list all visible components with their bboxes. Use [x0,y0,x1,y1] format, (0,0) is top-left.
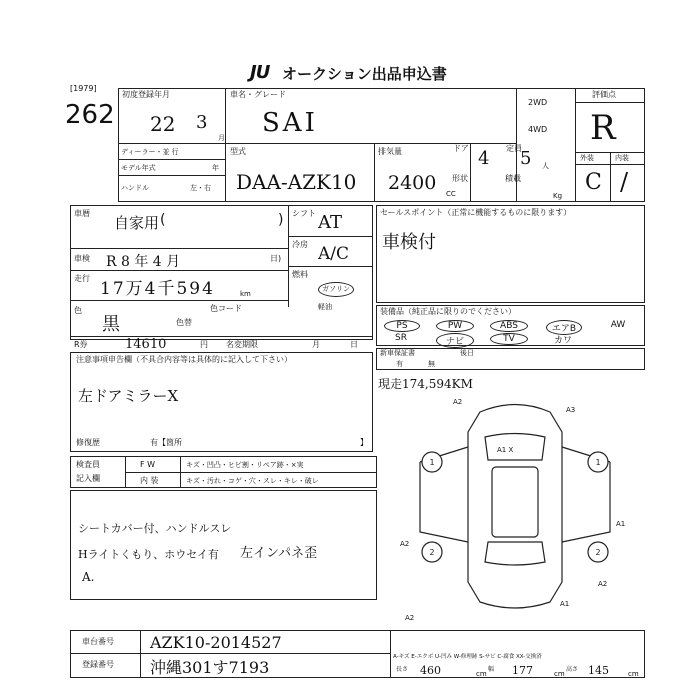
current-mileage: 現走174,594KM [378,377,473,391]
recycle-label: R券 [74,340,88,349]
equipment-navi: ナビ [436,333,474,348]
car-type: DAA-AZK10 [236,170,357,194]
repair-close: 】 [360,438,368,447]
inspector-note-right: 左インパネ歪 [240,546,318,561]
ac-label: 冷房 [292,240,308,249]
dimension-unit-width: cm [554,670,565,678]
inspector-notes-frame [70,490,377,600]
mileage-value: 17万4千594 [100,279,215,299]
color-label: 色 [74,306,82,315]
warranty-frame [376,348,645,370]
damage-label-a3: A3 [566,406,576,414]
sales-point-label: セールスポイント（正常に機能するものに限ります） [380,208,572,217]
shape-label: 形状 [452,174,468,183]
grade-value: R [590,108,616,148]
drive-2wd: 2WD [528,98,548,107]
inspection-label: 車検 [74,254,90,263]
history-label: 車暦 [74,209,90,218]
doors-label: ドア [453,144,469,153]
chassis-value: AZK10-2014527 [150,633,282,652]
wheel-fl: 1 [429,458,435,467]
inspector-interior-label: 内 装 [140,476,159,485]
name-change-day: 日 [350,340,358,349]
name-change-label: 名変期限 [226,340,258,349]
load-label: 積載 [505,174,521,183]
inspector-label: 検査員 [76,460,100,469]
dimension-label-height: 高さ [566,666,579,673]
grade-label: 評価点 [592,90,616,99]
dimension-label-length: 長さ [396,666,409,673]
first-reg-month: 3 [196,112,208,133]
inspector-note-line-2: Hライトくもり、ホウセイ有 [78,548,219,561]
drive-4wd: 4WD [528,125,548,134]
recycle-value: 14610 [125,337,167,352]
equipment-sr: SR [395,333,407,343]
warranty-none: 無 [428,360,435,368]
chassis-label: 車台番号 [82,637,114,646]
shift-label: シフト [292,209,316,218]
inspector-fw-label: F W [140,460,156,469]
handle-value: 左・右 [190,184,211,192]
interior-grade-label: 内装 [615,154,629,162]
car-name: SAI [262,108,318,138]
sales-point-text: 車検付 [382,232,436,253]
lot-number: 262 [65,100,115,130]
equipment-ps: PS [384,320,420,332]
displacement-label: 排気量 [378,147,402,156]
inspector-entry-label: 記入欄 [76,474,100,483]
color-change-label: 色替 [176,318,192,327]
inspection-value: R 8 年 4 月 [106,254,181,270]
dimension-height: 145 [588,664,609,677]
dimension-label-width: 幅 [488,666,495,673]
car-name-label: 車名・グレード [230,90,286,99]
damage-label-a1-right: A1 [616,520,626,528]
doors: 4 [478,148,490,169]
dimension-width: 177 [512,664,533,677]
car-type-label: 型式 [230,147,246,156]
exterior-grade-label: 外装 [580,154,594,162]
kg-unit: Kg [553,192,563,200]
inspector-note-line-1: シートカバー付、ハンドルスレ [78,522,232,535]
shift-value: AT [318,212,343,233]
warranty-have: 有 [396,360,403,368]
interior-grade: / [620,168,629,196]
handle-label: ハンドル [121,184,149,192]
dimension-unit-height: cm [628,670,639,678]
damage-label-a1-rear: A1 [560,600,570,608]
auction-logo: JU [250,62,270,83]
first-reg-label: 初度登録年月 [122,90,170,99]
mileage-label: 走行 [74,274,90,283]
inspection-day: 日) [270,254,282,263]
repair-value: 有【箇所 [150,438,182,447]
plate-value: 沖縄301す7193 [150,658,270,677]
warranty-later: 後日 [460,349,474,357]
equipment-abs: ABS [490,320,528,332]
inspector-row1: キズ・凹凸・ヒビ割・リペア跡・×実 [186,461,304,469]
dimension-length: 460 [420,664,441,677]
damage-label-a2-bottom: A2 [405,614,415,622]
equipment-airbag: エアB [546,320,582,335]
capacity-unit: 人 [542,162,549,170]
equipment-tv: TV [490,333,528,345]
capacity: 5 [520,148,532,169]
capacity-label: 定員 [506,144,522,153]
month-unit: 月 [218,134,225,142]
equipment-aw: AW [610,320,626,330]
inspector-row2: キズ・汚れ・コゲ・穴・スレ・キレ・破レ [186,477,319,485]
model-year-label: モデル年式 [121,164,156,172]
recycle-unit: 円 [200,340,208,349]
notes-label: 注意事項申告欄（不具合内容等は具体的に記入して下さい） [76,355,292,364]
km-unit: km [240,290,251,298]
warranty-label: 新車保証書 [380,349,415,357]
equipment-pw: PW [436,320,474,332]
color-value: 黒 [102,314,120,335]
equipment-leather: カワ [553,336,572,346]
damage-legend: A-キズ E-エクボ U-凹み W-修理跡 S-サビ C-腐食 XX-交換済 [393,654,542,660]
damage-label-a1x: A1 X [497,446,514,454]
damage-label-a2-left: A2 [400,540,410,548]
displacement: 2400 [388,172,437,194]
repair-label: 修復歴 [76,438,100,447]
history-paren-close: ) [278,212,284,228]
fuel-label: 燃料 [292,270,308,279]
form-title: オークション出品申込書 [282,65,447,83]
sales-point-frame [376,205,645,303]
model-year-unit: 年 [212,164,219,172]
car-damage-diagram [400,392,630,622]
history-value: 自家用 [114,214,160,232]
wheel-fr: 1 [595,458,601,467]
equipment-label: 装備品（純正品に限りのでください） [380,307,516,316]
plate-label: 登録番号 [82,660,114,669]
exterior-grade: C [585,170,602,195]
wheel-rr: 2 [595,548,601,557]
fuel-gas: ガソリン [318,282,354,297]
damage-label-a2-rear: A2 [598,580,608,588]
ac-value: A/C [318,244,350,264]
dimension-unit-length: cm [476,670,487,678]
dealer-label: ディーラー・並 行 [121,148,179,156]
history-paren-open: ( [160,212,166,228]
form-code: [1979] [70,84,97,93]
first-reg-year: 22 [150,112,176,136]
fuel-diesel: 軽油 [318,303,332,311]
name-change-month: 月 [312,340,320,349]
inspector-note-line-3: A. [82,570,95,584]
color-code-label: 色コード [210,304,242,313]
cc-unit: CC [446,190,456,198]
notes-text: 左ドアミラーX [78,387,179,405]
damage-label-a2-top: A2 [453,398,463,406]
wheel-rl: 2 [429,548,435,557]
